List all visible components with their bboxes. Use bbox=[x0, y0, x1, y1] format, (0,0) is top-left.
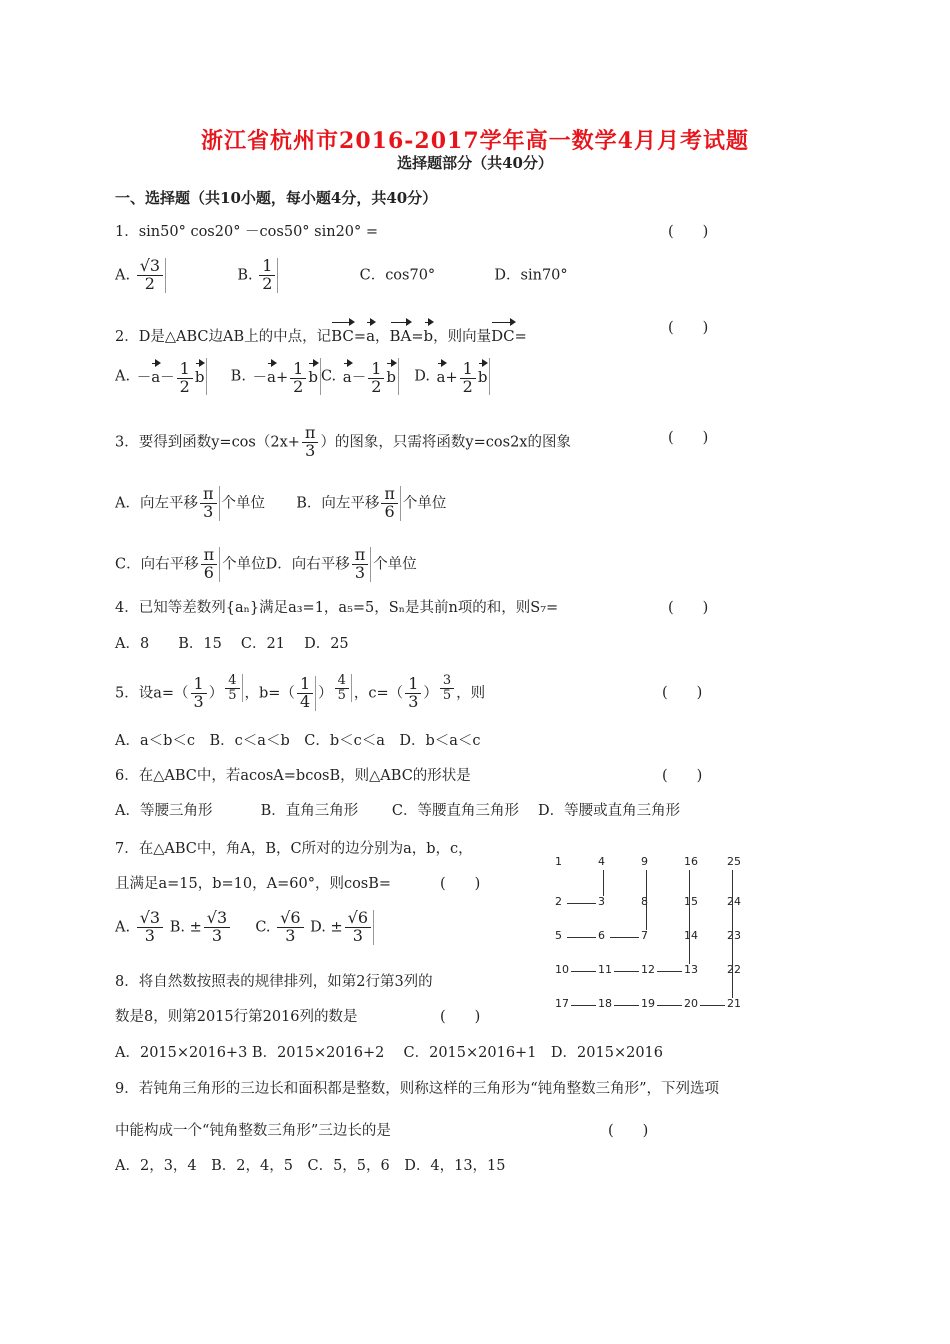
grid-number: 11 bbox=[598, 963, 612, 976]
option-b-label: B. bbox=[237, 267, 253, 284]
connector-line bbox=[571, 1005, 596, 1006]
question-8-options: A．2015×2016+3 B．2015×2016+2 C．2015×2016+1 D．2015×2016 bbox=[115, 1045, 663, 1061]
answer-paren: ( ) bbox=[608, 1123, 649, 1139]
question-8-stem-line1: 8．将自然数按照表的规律排列，如第2行第3列的 bbox=[115, 974, 433, 990]
grid-number: 20 bbox=[684, 997, 698, 1010]
connector-line bbox=[567, 937, 596, 938]
question-7-stem-line1: 7．在△ABC中，角A，B，C所对的边分别为a，b，c， bbox=[115, 841, 473, 857]
connector-line bbox=[610, 937, 639, 938]
grid-number: 5 bbox=[555, 929, 562, 942]
question-3-options-cd: C．向右平移 $\frac{\pi}{6}$ 个单位D．向右平移 $\frac{\pi}{3}$ 个单位 bbox=[115, 545, 417, 582]
answer-paren: ( ) bbox=[668, 320, 709, 336]
answer-paren: ( ) bbox=[440, 1009, 481, 1025]
connector-line bbox=[571, 971, 596, 972]
grid-number: 23 bbox=[727, 929, 741, 942]
question-7-stem-line2: 且满足a=15，b=10，A=60°，则cosB= bbox=[115, 876, 392, 892]
grid-number: 18 bbox=[598, 997, 612, 1010]
grid-number: 8 bbox=[641, 895, 648, 908]
question-5-options: A．a＜b＜c B．c＜a＜b C．b＜c＜a D．b＜a＜c bbox=[115, 733, 481, 749]
grid-number: 7 bbox=[641, 929, 648, 942]
connector-line bbox=[567, 903, 596, 904]
question-8-stem-line2: 数是8，则第2015行第2016列的数是 bbox=[115, 1009, 358, 1025]
connector-line bbox=[603, 870, 604, 896]
answer-paren: ( ) bbox=[662, 768, 703, 784]
question-9-options: A．2，3，4 B．2，4，5 C．5，5，6 D．4，13，15 bbox=[115, 1158, 506, 1174]
grid-number: 1 bbox=[555, 855, 562, 868]
question-7-options: A. $\frac{√3}{3}$ B. ± $\frac{√3}{3}$ C. $\frac{√6}{3}$ D. ± $\frac{√6}{3}$ bbox=[115, 910, 376, 945]
question-6-options: A．等腰三角形 B．直角三角形 C．等腰直角三角形 D．等腰或直角三角形 bbox=[115, 803, 681, 819]
grid-number: 16 bbox=[684, 855, 698, 868]
connector-line bbox=[657, 971, 682, 972]
answer-paren: ( ) bbox=[662, 685, 703, 701]
connector-line bbox=[646, 870, 647, 930]
grid-number: 21 bbox=[727, 997, 741, 1010]
question-4-options: A．8 B．15 C．21 D．25 bbox=[115, 636, 349, 652]
grid-number: 4 bbox=[598, 855, 605, 868]
grid-number: 22 bbox=[727, 963, 741, 976]
question-5-stem: 5．设a=（ $\frac{1}{3}$ ） $^{\frac{4}{5}}$ ，b=（ $\frac{1}{4}$ ） $^{\frac{4}{5}}$ ，c=（ $\frac{1}{3}$ ） $^{\frac{3}{5}}$ ，则 bbox=[115, 673, 486, 711]
grid-number: 9 bbox=[641, 855, 648, 868]
number-arrangement-diagram bbox=[553, 853, 748, 1013]
grid-number: 24 bbox=[727, 895, 741, 908]
grid-number: 10 bbox=[555, 963, 569, 976]
question-1-stem: 1．sin50° cos20° －cos50° sin20° = bbox=[115, 224, 379, 240]
question-3-stem: 3．要得到函数y=cos（2x+ $\frac{\pi}{3}$ ）的图象，只需将函数y=cos2x的图象 bbox=[115, 423, 571, 460]
fraction: $\frac{√3}{2}$ bbox=[137, 258, 166, 293]
grid-number: 12 bbox=[641, 963, 655, 976]
grid-number: 17 bbox=[555, 997, 569, 1010]
grid-number: 15 bbox=[684, 895, 698, 908]
connector-line bbox=[700, 1005, 725, 1006]
question-6-stem: 6．在△ABC中，若acosA=bcosB，则△ABC的形状是 bbox=[115, 768, 471, 784]
page-title: 浙江省杭州市2016-2017学年高一数学4月月考试题 bbox=[201, 128, 749, 154]
connector-line bbox=[689, 870, 690, 964]
grid-number: 25 bbox=[727, 855, 741, 868]
section-heading: 一、选择题（共10小题，每小题4分，共40分） bbox=[115, 189, 438, 207]
connector-line bbox=[732, 870, 733, 998]
option-d: D．sin70° bbox=[494, 267, 568, 284]
question-9-stem-line2: 中能构成一个“钝角整数三角形”三边长的是 bbox=[115, 1123, 391, 1139]
grid-number: 14 bbox=[684, 929, 698, 942]
answer-paren: ( ) bbox=[668, 430, 709, 446]
answer-paren: ( ) bbox=[440, 876, 481, 892]
connector-line bbox=[657, 1005, 682, 1006]
grid-number: 2 bbox=[555, 895, 562, 908]
answer-paren: ( ) bbox=[668, 600, 709, 616]
question-1-options bbox=[115, 258, 568, 293]
option-c: C．cos70° bbox=[359, 267, 436, 284]
grid-number: 13 bbox=[684, 963, 698, 976]
question-9-stem-line1: 9．若钝角三角形的三边长和面积都是整数，则称这样的三角形为“钝角整数三角形”，下列选项 bbox=[115, 1081, 720, 1097]
connector-line bbox=[614, 971, 639, 972]
option-a-label: A. bbox=[115, 267, 131, 284]
answer-paren: ( ) bbox=[668, 224, 709, 240]
question-2-options: A. －a－ $\frac{1}{2}$ b B. －a+ $\frac{1}{2}$ b C. a－ $\frac{1}{2}$ b D. a+ $\frac{1}{2}$ b bbox=[115, 358, 490, 395]
grid-number: 19 bbox=[641, 997, 655, 1010]
section-subtitle: 选择题部分（共40分） bbox=[397, 154, 553, 172]
grid-number: 6 bbox=[598, 929, 605, 942]
question-2-stem: 2．D是△ABC边AB上的中点，记BC=a，BA=b，则向量DC= bbox=[115, 317, 527, 348]
question-3-options-ab: A．向左平移 $\frac{\pi}{3}$ 个单位 B．向左平移 $\frac{\pi}{6}$ 个单位 bbox=[115, 484, 447, 521]
connector-line bbox=[614, 1005, 639, 1006]
fraction: $\frac{1}{2}$ bbox=[259, 258, 278, 293]
question-4-stem: 4．已知等差数列{aₙ}满足a₃=1，a₅=5，Sₙ是其前n项的和，则S₇= bbox=[115, 600, 559, 616]
grid-number: 3 bbox=[598, 895, 605, 908]
